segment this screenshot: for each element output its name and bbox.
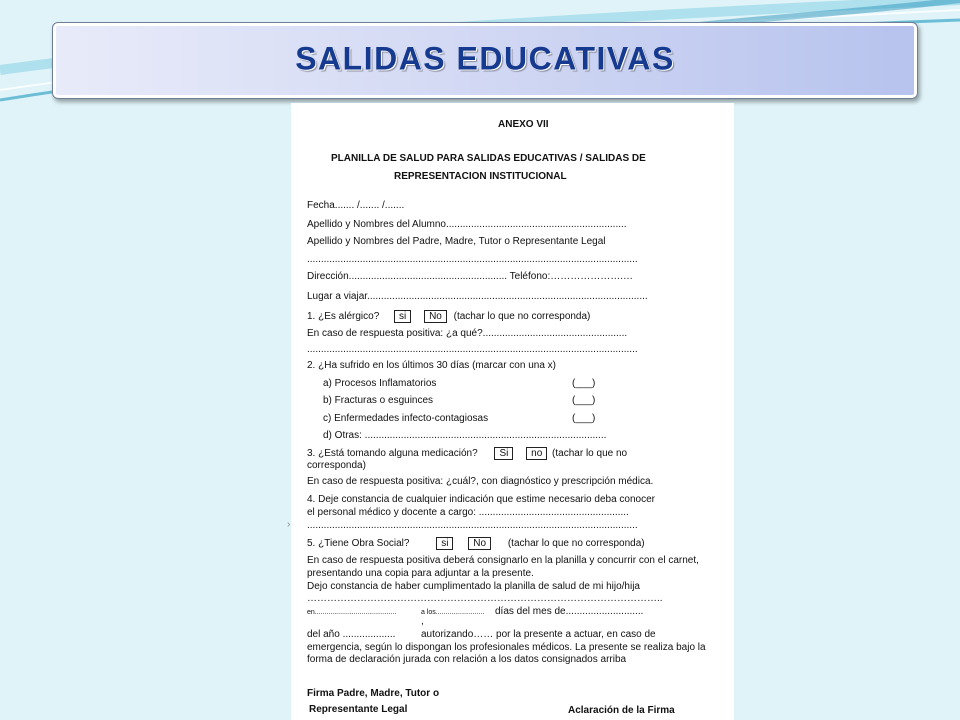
date-field: Fecha....... /....... /....... xyxy=(307,200,405,211)
scan-mark: › xyxy=(287,519,291,530)
authorization-line3: forma de declaración jurada con relación a los datos consignados arriba xyxy=(307,654,627,665)
option-inflammatory: a) Procesos Inflamatorios xyxy=(323,378,437,389)
option-other: d) Otras: ....................................................................................... xyxy=(323,430,607,441)
slide-title-box xyxy=(52,22,918,99)
option-infectious-mark: (___) xyxy=(572,413,596,424)
insurance-yes-box: si xyxy=(436,537,453,550)
address-phone-field: Dirección......................................................... Teléfono:………………….… xyxy=(307,271,634,282)
declaration-line2: …………………………………………………………………………………………….. xyxy=(307,593,663,604)
medication-no-box: no xyxy=(526,447,547,460)
authorization-line2: emergencia, según lo dispongan los profesionales médicos. La presente se realiza bajo la xyxy=(307,642,706,653)
destination-field: Lugar a viajar..................................................................................................... xyxy=(307,291,648,302)
annex-label: ANEXO VII xyxy=(498,119,549,130)
allergic-no-box: No xyxy=(424,310,447,323)
signature-clarification-label: Aclaración de la Firma xyxy=(568,705,675,716)
blank-line: ....................................................................................................................... xyxy=(307,520,638,531)
medication-yes-box: Si xyxy=(494,447,513,460)
insurance-note: (tachar lo que no corresponda) xyxy=(507,538,645,549)
allergic-yes-box: si xyxy=(394,310,411,323)
slide-title: SALIDAS EDUCATIVAS xyxy=(295,40,675,77)
question-indications-line1: 4. Deje constancia de cualquier indicación que estime necesario deba conocer xyxy=(307,494,655,505)
declaration-comma: , xyxy=(421,616,424,627)
signature-label-line2: Representante Legal xyxy=(309,704,408,715)
medication-note: (tachar lo que no xyxy=(552,448,628,459)
signature-label-line1: Firma Padre, Madre, Tutor o xyxy=(307,688,440,699)
question-indications-line2: el personal médico y docente a cargo: ...................................................... xyxy=(307,507,629,518)
medication-note-cont: corresponda) xyxy=(307,460,366,471)
declaration-line1: Dejo constancia de haber cumplimentado la planilla de salud de mi hijo/hija xyxy=(307,581,640,592)
insurance-instructions-line2: presentando una copia para adjuntar a la presente. xyxy=(307,568,534,579)
question-health-insurance xyxy=(307,537,645,550)
insurance-no-box: No xyxy=(468,537,491,550)
blank-line: ....................................................................................................................... xyxy=(307,254,638,265)
question-allergic xyxy=(307,310,590,323)
allergic-note: (tachar lo que no corresponda) xyxy=(453,311,591,322)
option-fractures-mark: (___) xyxy=(572,395,596,406)
declaration-place: en.......................................... xyxy=(307,609,397,616)
insurance-instructions-line1: En caso de respuesta positiva deberá consignarlo en la planilla y concurrir con el carnet, xyxy=(307,555,699,566)
question-health-insurance-text: 5. ¿Tiene Obra Social? xyxy=(307,538,410,549)
question-last-30-days: 2. ¿Ha sufrido en los últimos 30 días (marcar con una x) xyxy=(307,360,556,371)
question-medication-text: 3. ¿Está tomando alguna medicación? xyxy=(307,448,478,459)
option-fractures: b) Fracturas o esguinces xyxy=(323,395,434,406)
form-heading-line1: PLANILLA DE SALUD PARA SALIDAS EDUCATIVAS / SALIDAS DE xyxy=(331,153,646,164)
form-heading-line2: REPRESENTACION INSTITUCIONAL xyxy=(394,171,567,182)
option-infectious: c) Enfermedades infecto-contagiosas xyxy=(323,413,489,424)
declaration-days: a los......................... xyxy=(421,609,485,616)
health-form-document xyxy=(291,103,734,720)
option-inflammatory-mark: (___) xyxy=(572,378,596,389)
declaration-month: días del mes de............................ xyxy=(495,606,644,617)
declaration-year: del año ................... xyxy=(307,629,396,640)
parent-name-field: Apellido y Nombres del Padre, Madre, Tutor o Representante Legal xyxy=(307,236,606,247)
question-medication xyxy=(307,447,627,460)
question-allergic-text: 1. ¿Es alérgico? xyxy=(307,311,380,322)
authorization-line1: autorizando…… por la presente a actuar, en caso de xyxy=(421,629,656,640)
blank-line: ....................................................................................................................... xyxy=(307,344,638,355)
student-name-field: Apellido y Nombres del Alumno................................................................. xyxy=(307,219,627,230)
allergic-positive-field: En caso de respuesta positiva: ¿a qué?.................................................... xyxy=(307,328,628,339)
medication-positive-field: En caso de respuesta positiva: ¿cuál?, con diagnóstico y prescripción médica. xyxy=(307,476,654,487)
